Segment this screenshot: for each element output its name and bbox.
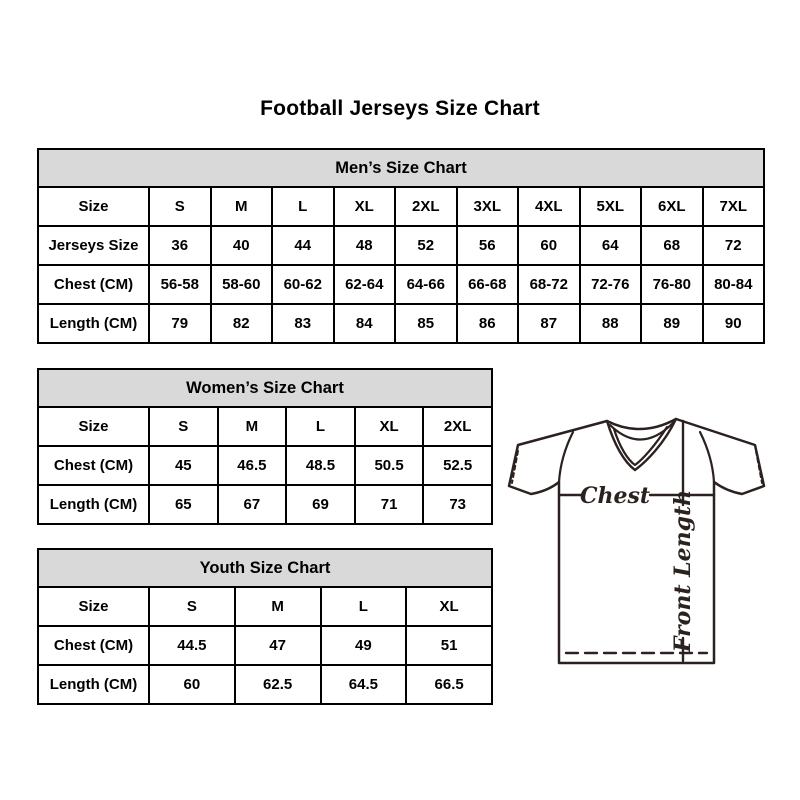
value-cell: M <box>211 187 273 226</box>
value-cell: 2XL <box>423 407 492 446</box>
table-row <box>38 485 492 524</box>
value-cell: 52 <box>395 226 457 265</box>
table-row <box>38 446 492 485</box>
value-cell: 86 <box>457 304 519 343</box>
value-cell: 56 <box>457 226 519 265</box>
value-cell: L <box>286 407 355 446</box>
row-label-cell: Size <box>38 407 149 446</box>
value-cell: 64 <box>580 226 642 265</box>
row-label-cell: Chest (CM) <box>38 626 149 665</box>
womens-size-table <box>37 368 493 525</box>
row-label-cell: Size <box>38 187 149 226</box>
value-cell: 5XL <box>580 187 642 226</box>
value-cell: 90 <box>703 304 765 343</box>
value-cell: XL <box>406 587 492 626</box>
value-cell: 73 <box>423 485 492 524</box>
jersey-diagram-svg <box>504 408 770 670</box>
table-section-header: Women’s Size Chart <box>38 369 492 407</box>
row-label-cell: Chest (CM) <box>38 265 149 304</box>
table-section-header: Youth Size Chart <box>38 549 492 587</box>
value-cell: 62.5 <box>235 665 321 704</box>
value-cell: 64.5 <box>321 665 407 704</box>
table-row <box>38 187 764 226</box>
value-cell: 60 <box>149 665 235 704</box>
page-title: Football Jerseys Size Chart <box>260 97 540 120</box>
value-cell: 58-60 <box>211 265 273 304</box>
table-row <box>38 407 492 446</box>
value-cell: XL <box>355 407 424 446</box>
value-cell: 46.5 <box>218 446 287 485</box>
table-header-row <box>38 149 764 187</box>
value-cell: 50.5 <box>355 446 424 485</box>
value-cell: 66-68 <box>457 265 519 304</box>
value-cell: 89 <box>641 304 703 343</box>
value-cell: M <box>235 587 321 626</box>
table-row <box>38 626 492 665</box>
value-cell: 72 <box>703 226 765 265</box>
value-cell: 84 <box>334 304 396 343</box>
value-cell: M <box>218 407 287 446</box>
row-label-cell: Chest (CM) <box>38 446 149 485</box>
row-label-cell: Length (CM) <box>38 485 149 524</box>
value-cell: 48.5 <box>286 446 355 485</box>
value-cell: 60 <box>518 226 580 265</box>
value-cell: S <box>149 407 218 446</box>
value-cell: L <box>272 187 334 226</box>
row-label-cell: Length (CM) <box>38 304 149 343</box>
table-header-row <box>38 549 492 587</box>
table-row <box>38 665 492 704</box>
mens-size-table <box>37 148 765 344</box>
value-cell: 80-84 <box>703 265 765 304</box>
value-cell: 47 <box>235 626 321 665</box>
row-label-cell: Size <box>38 587 149 626</box>
value-cell: 82 <box>211 304 273 343</box>
value-cell: 69 <box>286 485 355 524</box>
value-cell: 49 <box>321 626 407 665</box>
table-row <box>38 587 492 626</box>
front-length-label: Front Length <box>670 489 696 653</box>
value-cell: 66.5 <box>406 665 492 704</box>
jersey-measurement-diagram <box>504 408 770 670</box>
value-cell: XL <box>334 187 396 226</box>
table-section-header: Men’s Size Chart <box>38 149 764 187</box>
value-cell: 64-66 <box>395 265 457 304</box>
table-row <box>38 304 764 343</box>
row-label-cell: Jerseys Size <box>38 226 149 265</box>
value-cell: 44.5 <box>149 626 235 665</box>
value-cell: 6XL <box>641 187 703 226</box>
table-header-row <box>38 369 492 407</box>
value-cell: 56-58 <box>149 265 211 304</box>
value-cell: 71 <box>355 485 424 524</box>
value-cell: 68 <box>641 226 703 265</box>
table-row <box>38 226 764 265</box>
value-cell: S <box>149 587 235 626</box>
chest-label: Chest <box>579 483 651 509</box>
table-row <box>38 265 764 304</box>
value-cell: 79 <box>149 304 211 343</box>
value-cell: 72-76 <box>580 265 642 304</box>
value-cell: 36 <box>149 226 211 265</box>
value-cell: 40 <box>211 226 273 265</box>
value-cell: 62-64 <box>334 265 396 304</box>
value-cell: 52.5 <box>423 446 492 485</box>
value-cell: 67 <box>218 485 287 524</box>
value-cell: 88 <box>580 304 642 343</box>
value-cell: 85 <box>395 304 457 343</box>
value-cell: 83 <box>272 304 334 343</box>
value-cell: 51 <box>406 626 492 665</box>
value-cell: 60-62 <box>272 265 334 304</box>
value-cell: 65 <box>149 485 218 524</box>
value-cell: L <box>321 587 407 626</box>
row-label-cell: Length (CM) <box>38 665 149 704</box>
value-cell: S <box>149 187 211 226</box>
value-cell: 45 <box>149 446 218 485</box>
value-cell: 4XL <box>518 187 580 226</box>
value-cell: 7XL <box>703 187 765 226</box>
value-cell: 2XL <box>395 187 457 226</box>
value-cell: 48 <box>334 226 396 265</box>
value-cell: 87 <box>518 304 580 343</box>
value-cell: 68-72 <box>518 265 580 304</box>
youth-size-table <box>37 548 493 705</box>
value-cell: 44 <box>272 226 334 265</box>
jersey-outline <box>509 419 764 663</box>
value-cell: 76-80 <box>641 265 703 304</box>
value-cell: 3XL <box>457 187 519 226</box>
